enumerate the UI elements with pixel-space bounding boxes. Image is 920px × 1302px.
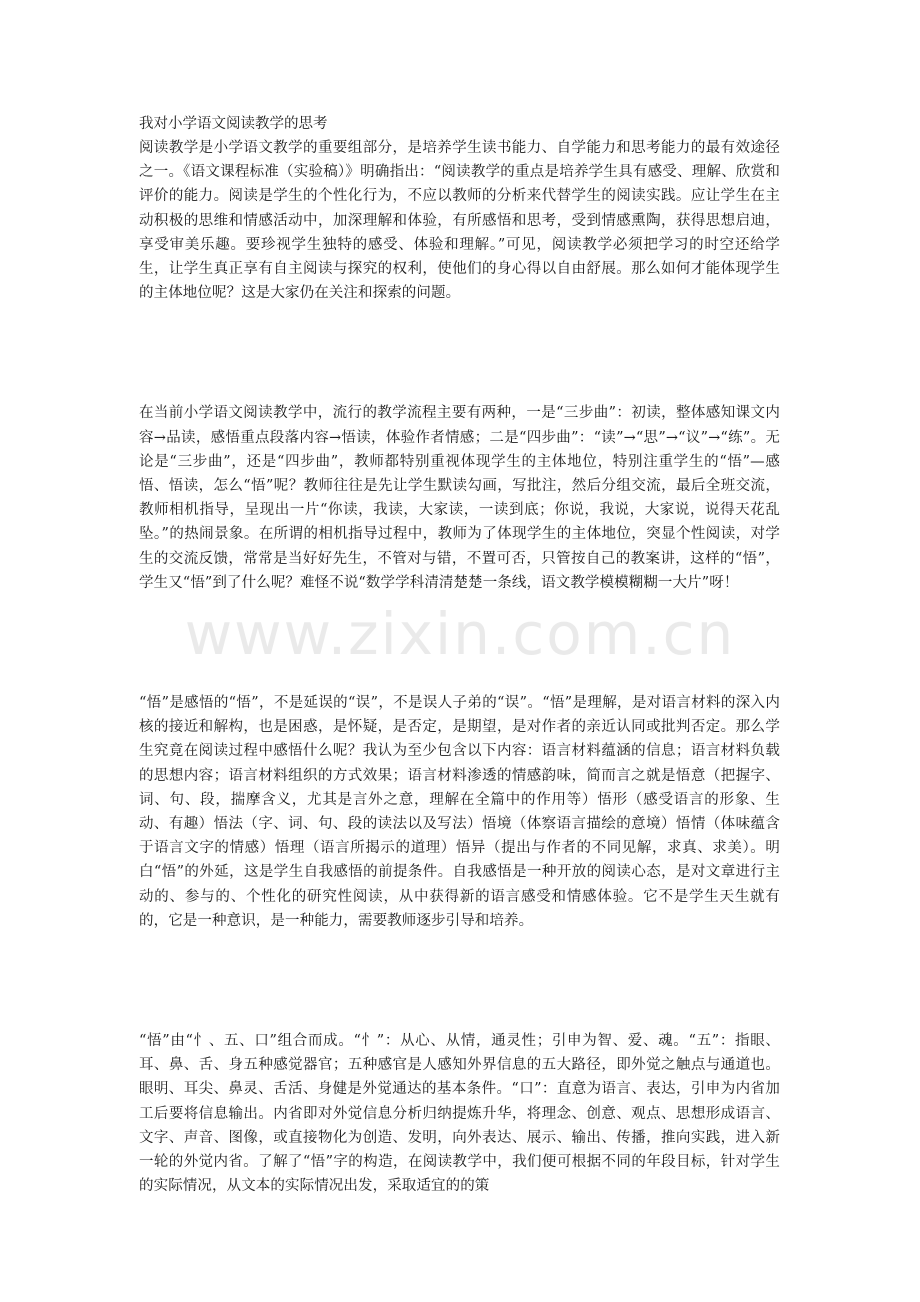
site-watermark: www.zixin.com.cn [184, 600, 736, 668]
document-title: 我对小学语文阅读教学的思考 [139, 116, 328, 132]
paragraph-current-practice: 在当前小学语文阅读教学中，流行的教学流程主要有两种，一是“三步曲”：初读，整体感知课文内容→品读，感悟重点段落内容→悟读，体验作者情感；二是“四步曲”：“读”→“思”→“议”→“练”。无论是“三步曲”，还是“四步曲”，教师都特别重视体现学生的主体地位，特别注重学生的“悟”—感悟、悟读，怎么“悟”呢？教师往往是先让学生默读勾画，写批注，然后分组交流，最后全班交流，教师相机指导，呈现出一片“你读，我读，大家读，一读到底；你说，我说，大家说，说得天花乱坠。”的热闹景象。在所谓的相机指导过程中，教师为了体现学生的主体地位，突显个性阅读，对学生的交流反馈，常常是当好好先生，不管对与错，不置可否，只管按自己的教案讲，这样的“悟”，学生又“悟”到了什么呢？难怪不说“数学学科清清楚楚一条线，语文教学模模糊糊一大片”呀！ [139, 405, 780, 591]
paragraph-structure-of-wu: “悟”由“忄、五、口”组合而成。“忄”：从心、从情，通灵性；引申为智、爱、魂。“五”：指眼、耳、鼻、舌、身五种感觉器官；五种感官是人感知外界信息的五大路径，即外觉之触点与通道也。眼明、耳尖、鼻灵、舌活、身健是外觉通达的基本条件。“口”：直意为语言、表达，引申为内省加工后要将信息输出。内省即对外觉信息分析归纳提炼升华，将理念、创意、观点、思想形成语言、文字、声音、图像，或直接物化为创造、发明，向外表达、展示、输出、传播，推向实践，进入新一轮的外觉内省。了解了“悟”字的构造，在阅读教学中，我们便可根据不同的年段目标，针对学生的实际情况，从文本的实际情况出发，采取适宜的的策 [139, 1033, 780, 1195]
document-body [139, 112, 780, 1199]
paragraph-intro: 阅读教学是小学语文教学的重要组部分，是培养学生读书能力、自学能力和思考能力的最有效途径之一。《语文课程标准（实验稿）》明确指出：“阅读教学的重点是培养学生具有感受、理解、欣赏和评价的能力。阅读是学生的个性化行为，不应以教师的分析来代替学生的阅读实践。应让学生在主动积极的思维和情感活动中，加深理解和体验，有所感悟和思考，受到情感熏陶，获得思想启迪，享受审美乐趣。要珍视学生独特的感受、体验和理解。”可见，阅读教学必须把学习的时空还给学生，让学生真正享有自主阅读与探究的权利，使他们的身心得以自由舒展。那么如何才能体现学生的主体地位呢？这是大家仍在关注和探索的问题。 [139, 140, 780, 302]
paragraph-meaning-of-wu: “悟”是感悟的“悟”，不是延误的“误”，不是误人子弟的“误”。“悟”是理解，是对语言材料的深入内核的接近和解构，也是困惑，是怀疑，是否定，是期望，是对作者的亲近认同或批判否定。那么学生究竟在阅读过程中感悟什么呢？我认为至少包含以下内容：语言材料蕴涵的信息；语言材料负载的思想内容；语言材料组织的方式效果；语言材料渗透的情感韵味，简而言之就是悟意（把握字、词、句、段，揣摩含义，尤其是言外之意，理解在全篇中的作用等）悟形（感受语言的形象、生动、有趣）悟法（字、词、句、段的读法以及写法）悟境（体察语言描绘的意境）悟情（体味蕴含于语言文字的情感）悟理（语言所揭示的道理）悟异（提出与作者的不同见解，求真、求美）。明白“悟”的外延，这是学生自我感悟的前提条件。自我感悟是一种开放的阅读心态，是对文章进行主动的、参与的、个性化的研究性阅读，从中获得新的语言感受和情感体验。它不是学生天生就有的，它是一种意识，是一种能力，需要教师逐步引导和培养。 [139, 695, 780, 929]
